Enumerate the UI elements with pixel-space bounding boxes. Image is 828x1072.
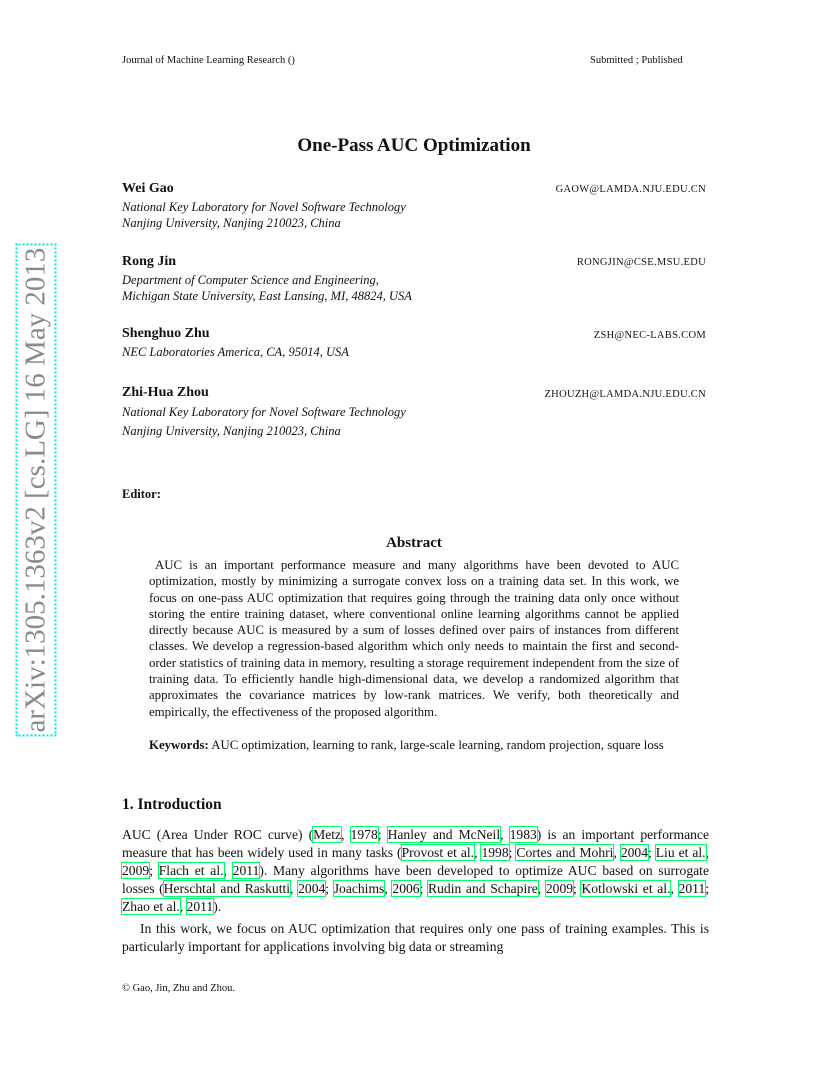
text-run: ; xyxy=(705,881,710,896)
citation-link[interactable]: 2009 xyxy=(122,863,150,878)
arxiv-stamp-link[interactable]: arXiv:1305.1363v2 [cs.LG] 16 May 2013 xyxy=(19,247,52,733)
journal-header: Journal of Machine Learning Research () xyxy=(122,55,295,66)
citation-link[interactable]: 2011 xyxy=(678,881,706,896)
citation-link[interactable]: Joachims xyxy=(333,881,385,896)
abstract-text: AUC is an important performance measure and many algorithms have been devoted to AUC optimization, mostly by minimizing a surrogate convex loss on a training data set. In this work, we focus on one-pass AUC optimization that requires going through the training data only once without storing the entire training dataset, where conventional online learning algorithms cannot be applied directly because AUC is measured by a sum of losses defined over pairs of instances from different classes. We develop a regression-based algorithm which only needs to maintain the first and second-order statistics of training data in memory, resulting a storage requirement independent from the size of training data. To efficiently handle high-dimensional data, we develop a randomized algorithm that approximates the covariance matrices by low-rank matrices. We verify, both theoretically and empirically, the effectiveness of the proposed algorithm. xyxy=(149,558,679,719)
author-name-2: Rong Jin xyxy=(122,254,177,269)
intro-paragraph-2: In this work, we focus on AUC optimization that requires only one pass of training examples. This is particularly important for applications involving big data or streaming xyxy=(122,921,709,954)
text-run: ; xyxy=(648,845,656,860)
author-affiliation-4a: National Key Laboratory for Novel Software Technology xyxy=(122,405,406,419)
text-run: ; xyxy=(149,863,159,878)
text-run: , xyxy=(474,845,482,860)
citation-link[interactable]: Flach et al. xyxy=(158,863,224,878)
text-run: , xyxy=(223,863,233,878)
citation-link[interactable]: Cortes and Mohri xyxy=(516,845,614,860)
author-affiliation-1a: National Key Laboratory for Novel Software Technology xyxy=(122,200,406,214)
section-heading-introduction: 1. Introduction xyxy=(122,796,222,813)
keywords xyxy=(149,737,689,753)
text-run: ; xyxy=(419,881,429,896)
author-name-4: Zhi-Hua Zhou xyxy=(122,385,209,400)
abstract-heading: Abstract xyxy=(386,535,442,551)
text-run: ; xyxy=(325,881,334,896)
text-run: ). Many algorithms have been developed to optimize AUC based on surrogate losses ( xyxy=(122,863,709,896)
text-run: ; xyxy=(377,827,388,842)
text-run: , xyxy=(537,881,546,896)
citation-link[interactable]: Metz xyxy=(313,827,342,842)
citation-link[interactable]: Liu et al. xyxy=(655,845,706,860)
citation-link[interactable]: Provost et al. xyxy=(401,845,475,860)
editor-label: Editor: xyxy=(122,487,161,501)
text-run: , xyxy=(670,881,679,896)
citation-link[interactable]: 1998 xyxy=(481,845,509,860)
text-run: AUC (Area Under ROC curve) ( xyxy=(122,827,314,842)
author-email-4: ZHOUZH@LAMDA.NJU.EDU.CN xyxy=(544,389,706,400)
citation-link[interactable]: 1983 xyxy=(509,827,537,842)
author-affiliation-1b: Nanjing University, Nanjing 210023, China xyxy=(122,216,341,230)
keywords-list: AUC optimization, learning to rank, large-scale learning, random projection, square loss xyxy=(211,738,664,752)
citation-link[interactable]: 2004 xyxy=(298,881,326,896)
text-run: , xyxy=(384,881,393,896)
text-run: , xyxy=(341,827,351,842)
text-run: ; xyxy=(573,881,582,896)
submission-header: Submitted ; Published xyxy=(590,55,683,66)
keywords-label: Keywords: xyxy=(149,738,209,752)
author-affiliation-2b: Michigan State University, East Lansing, MI, 48824, USA xyxy=(122,289,412,303)
author-name-1: Wei Gao xyxy=(122,181,174,196)
citation-link[interactable]: 2009 xyxy=(545,881,574,896)
author-affiliation-4b: Nanjing University, Nanjing 210023, China xyxy=(122,424,341,438)
citation-link[interactable]: 2004 xyxy=(620,845,648,860)
citation-link[interactable]: Zhao et al. xyxy=(122,899,180,914)
author-affiliation-3a: NEC Laboratories America, CA, 95014, USA xyxy=(122,345,349,359)
citation-link[interactable]: Rudin and Schapire xyxy=(428,881,538,896)
text-run: , xyxy=(500,827,510,842)
citation-link[interactable]: 2011 xyxy=(232,863,260,878)
author-email-1: GAOW@LAMDA.NJU.EDU.CN xyxy=(555,184,706,195)
author-email-3: ZSH@NEC-LABS.COM xyxy=(593,330,706,341)
text-run: , xyxy=(613,845,621,860)
citation-link[interactable]: 2006 xyxy=(392,881,420,896)
text-run: ) is an important performance measure that has been widely used in many tasks ( xyxy=(122,827,709,860)
text-run: ; xyxy=(508,845,517,860)
text-run: , xyxy=(179,899,187,914)
intro-paragraph-1 xyxy=(122,826,709,916)
citation-link[interactable]: Herschtal and Raskutti xyxy=(163,881,291,896)
paper-title: One-Pass AUC Optimization xyxy=(297,135,531,156)
text-run: ). xyxy=(213,899,222,914)
author-name-3: Shenghuo Zhu xyxy=(122,326,210,341)
copyright-footer: © Gao, Jin, Zhu and Zhou. xyxy=(122,983,235,994)
author-email-2: RONGJIN@CSE.MSU.EDU xyxy=(576,257,706,268)
citation-link[interactable]: 2011 xyxy=(186,899,214,914)
citation-link[interactable]: Kotlowski et al. xyxy=(581,881,671,896)
text-run: , xyxy=(705,845,709,860)
citation-link[interactable]: 1978 xyxy=(350,827,378,842)
citation-link[interactable]: Hanley and McNeil xyxy=(387,827,501,842)
author-affiliation-2a: Department of Computer Science and Engineering, xyxy=(122,273,379,287)
text-run: , xyxy=(290,881,299,896)
